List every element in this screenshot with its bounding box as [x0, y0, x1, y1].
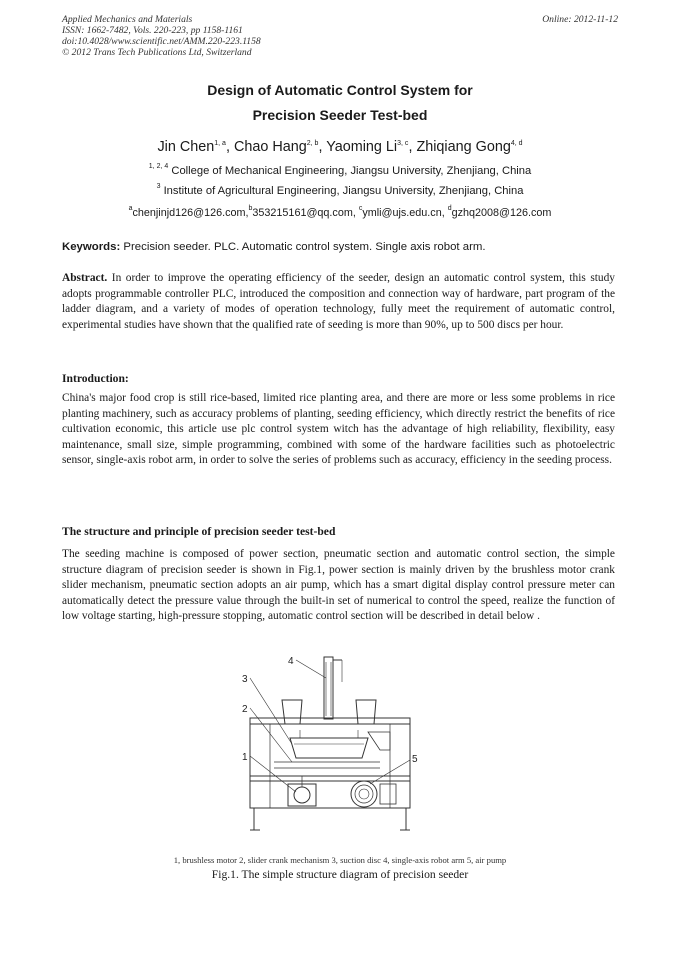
structure-text: The seeding machine is composed of power section, pneumatic section and automatic control section, the simple structure diagram of precision seeder is shown in Fig.1, power section is mainly driven by the brushless motor crank slider mechanism, pneumatic section adopts an air pump, which has a smart digital display control pressure meter can automatically detect the pressure value through the built-in set of numerical to control the speed, realize the function of low voltage starting, high-pressure stopping, automatic control section will be described in detail below . [62, 548, 615, 623]
keywords-text: Precision seeder. PLC. Automatic control system. Single axis robot arm. [120, 241, 486, 253]
author: Zhiqiang Gong$^{4, d}$ [416, 139, 523, 155]
author-emails: $^a$chenjinjd126@126.com,$^b$353215161@qq.com, $^c$ymli@ujs.edu.cn, $^d$gzhq2008@126.com [128, 205, 552, 219]
author: Jin Chen$^{1, a}$, [157, 139, 234, 155]
machine-frame [250, 718, 410, 808]
callout-label: 4 [288, 656, 294, 667]
email-link[interactable]: chenjinjd126@126.com, [132, 207, 249, 219]
right-hopper [356, 700, 376, 724]
email-link[interactable]: ymli@ujs.edu.cn, [362, 207, 448, 219]
email-link[interactable]: gzhq2008@126.com [451, 207, 552, 219]
copyright-line: © 2012 Trans Tech Publications Ltd, Switzerland [62, 47, 252, 58]
affiliation: $^{1, 2, 4}$ College of Mechanical Engineering, Jiangsu University, Zhenjiang, China [148, 163, 532, 177]
suction-disc [290, 738, 368, 758]
email-link[interactable]: 353215161@qq.com, [252, 207, 359, 219]
affiliation: $^3$ Institute of Agricultural Engineering, Jiangsu University, Zhenjiang, China [156, 183, 524, 197]
figure-legend: 1, brushless motor 2, slider crank mechanism 3, suction disc 4, single-axis robot arm 5, air pump [173, 855, 507, 865]
callout-label: 2 [242, 704, 248, 715]
running-header [62, 14, 618, 58]
paper-title-line-2: Precision Seeder Test-bed [252, 107, 428, 123]
keywords-label: Keywords: [62, 241, 121, 253]
author: Chao Hang$^{2, b}$, [233, 139, 327, 155]
abstract [62, 271, 615, 333]
doi-line: doi:10.4028/www.scientific.net/AMM.220-223.1158 [62, 36, 261, 47]
section-heading-structure: The structure and principle of precision seeder test-bed [62, 525, 336, 538]
abstract-text: In order to improve the operating efficiency of the seeder, design an automatic control system, this study adopts programmable controller PLC, introduced the composition and connection way of hardware, part program of the ladder diagram, and a variety of modes of operation technology, fully meet the requirement of automatic control, experimental studies have shown that the qualified rate of seeding is more than 90%, up to 500 discs per hour. [62, 272, 615, 331]
callout-label: 5 [412, 754, 418, 765]
callout-label: 1 [242, 752, 248, 763]
figure-caption: Fig.1. The simple structure diagram of precision seeder [211, 868, 469, 881]
author: Yaoming Li$^{3, c}$, [326, 139, 417, 155]
introduction-text: China's major food crop is still rice-based, limited rice planting area, and there are more or less some problems in rice planting machinery, such as accuracy problems of planting, seeding efficiency, which directly restrict the benefits of rice cultivation economic, this article use plc control system witch has the advantage of high reliability, flexibility, easy maintenance, small size, simple programming, combined with some of the hardware facilities such as photoelectric sensor, single-axis robot arm, in order to solve the series of problems such as accuracy, efficiency in the seeding process. [62, 392, 615, 467]
online-date: Online: 2012-11-12 [542, 14, 618, 25]
left-hopper [282, 700, 302, 724]
paper-title-line-1: Design of Automatic Control System for [207, 82, 473, 98]
callout-label: 3 [242, 674, 248, 685]
section-heading-introduction: Introduction: [62, 372, 129, 385]
journal-name: Applied Mechanics and Materials [62, 14, 193, 25]
author-list [62, 138, 618, 156]
abstract-label: Abstract. [62, 272, 108, 284]
issn-line: ISSN: 1662-7482, Vols. 220-223, pp 1158-1161 [62, 25, 243, 36]
seeder-structure-diagram [230, 652, 430, 842]
keywords [62, 240, 618, 254]
robot-arm-column [324, 657, 333, 719]
